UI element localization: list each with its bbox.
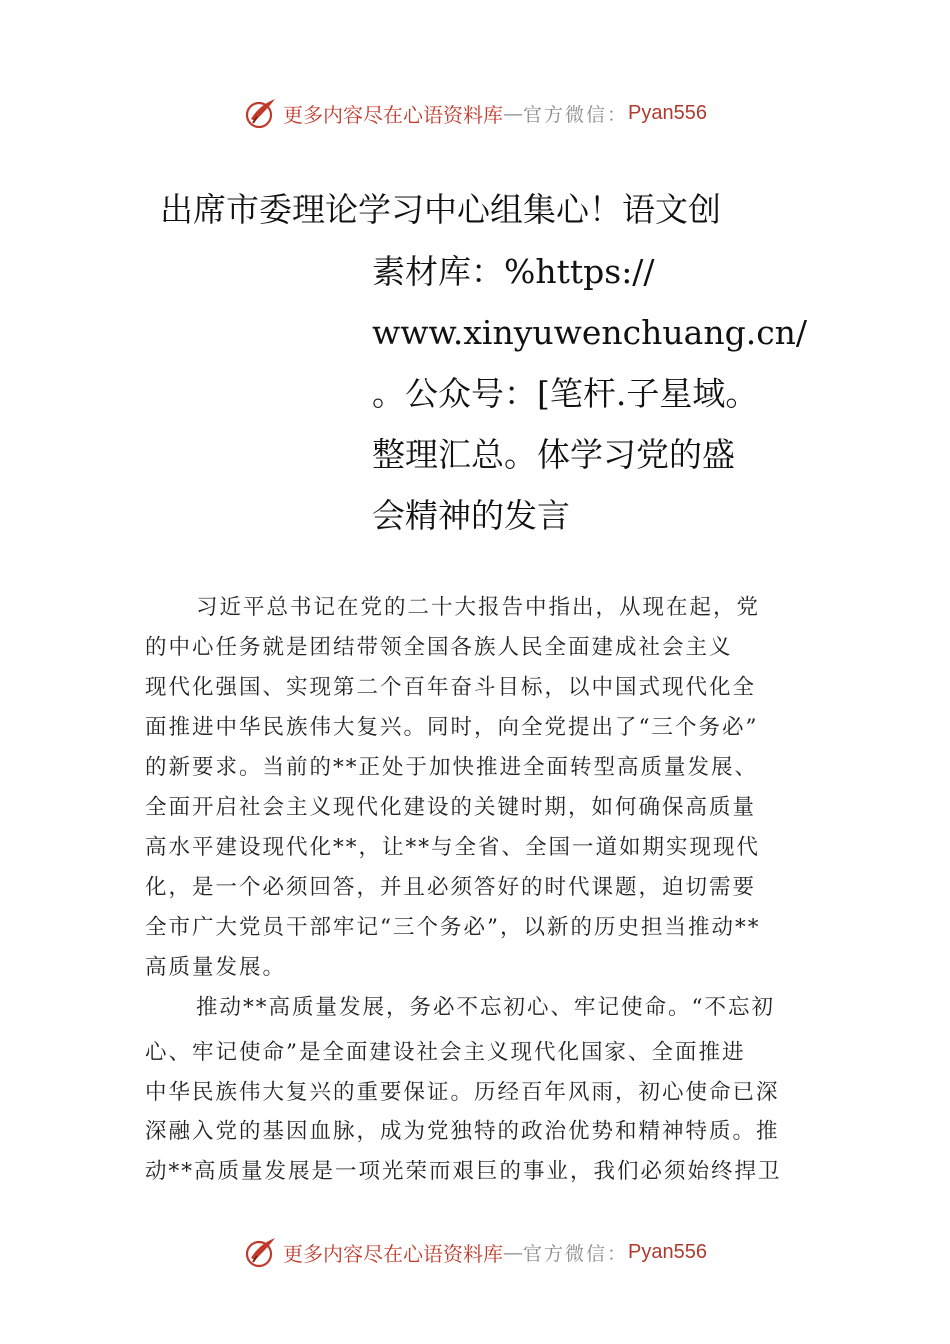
body-line: 的中心任务就是团结带领全国各族人民全面建成社会主义	[145, 635, 733, 660]
title-line-1: 出席市委理论学习中心组集心！语文创	[160, 190, 721, 229]
body-line: 深融入党的基因血脉，成为党独特的政治优势和精神特质。推	[145, 1119, 780, 1144]
banner-official-label: 官方微信：	[523, 1242, 629, 1265]
title-line-3: www.xinyuwenchuang.cn/	[372, 313, 808, 352]
title-line-6: 会精神的发言	[372, 496, 570, 535]
body-line: 动**高质量发展是一项光荣而艰巨的事业，我们必须始终捍卫	[145, 1159, 782, 1184]
body-line: 高水平建设现代化**，让**与全省、全国一道如期实现现代	[145, 835, 761, 860]
body-line: 中华民族伟大复兴的重要保证。历经百年风雨，初心使命已深	[145, 1080, 780, 1105]
body-line: 习近平总书记在党的二十大报告中指出，从现在起，党	[196, 595, 761, 620]
banner-official-label: 官方微信：	[523, 103, 629, 126]
body-line: 现代化强国、实现第二个百年奋斗目标，以中国式现代化全	[145, 675, 757, 700]
title-line-4: 。公众号：[笔杆.子星域。	[372, 374, 759, 413]
body-line: 面推进中华民族伟大复兴。同时，向全党提出了“三个务必”	[145, 715, 759, 740]
banner-wechat-id: Pyan556	[628, 1240, 707, 1263]
body-line: 的新要求。当前的**正处于加快推进全面转型高质量发展、	[145, 755, 759, 780]
quill-seal-logo-icon	[243, 95, 279, 131]
body-line: 全面开启社会主义现代化建设的关键时期，如何确保高质量	[145, 795, 757, 820]
title-line-2: 素材库：%https://	[372, 252, 655, 291]
body-line: 全市广大党员干部牢记“三个务必”，以新的历史担当推动**	[145, 915, 761, 940]
banner-wechat-id: Pyan556	[628, 101, 707, 124]
body-line: 高质量发展。	[145, 955, 287, 980]
banner-dash: —	[503, 101, 523, 125]
body-line: 推动**高质量发展，务必不忘初心、牢记使命。“不忘初	[196, 995, 775, 1020]
banner-main-text: 更多内容尽在心语资料库	[283, 1241, 503, 1266]
body-line: 心、牢记使命”是全面建设社会主义现代化国家、全面推进	[145, 1040, 746, 1065]
banner-main-text: 更多内容尽在心语资料库	[283, 102, 503, 127]
body-line: 化，是一个必须回答，并且必须答好的时代课题，迫切需要	[145, 875, 757, 900]
footer-banner	[0, 1232, 950, 1272]
title-line-5: 整理汇总。体学习党的盛	[372, 435, 735, 474]
banner-dash: —	[503, 1240, 523, 1264]
header-banner	[0, 93, 950, 133]
quill-seal-logo-icon	[243, 1234, 279, 1270]
